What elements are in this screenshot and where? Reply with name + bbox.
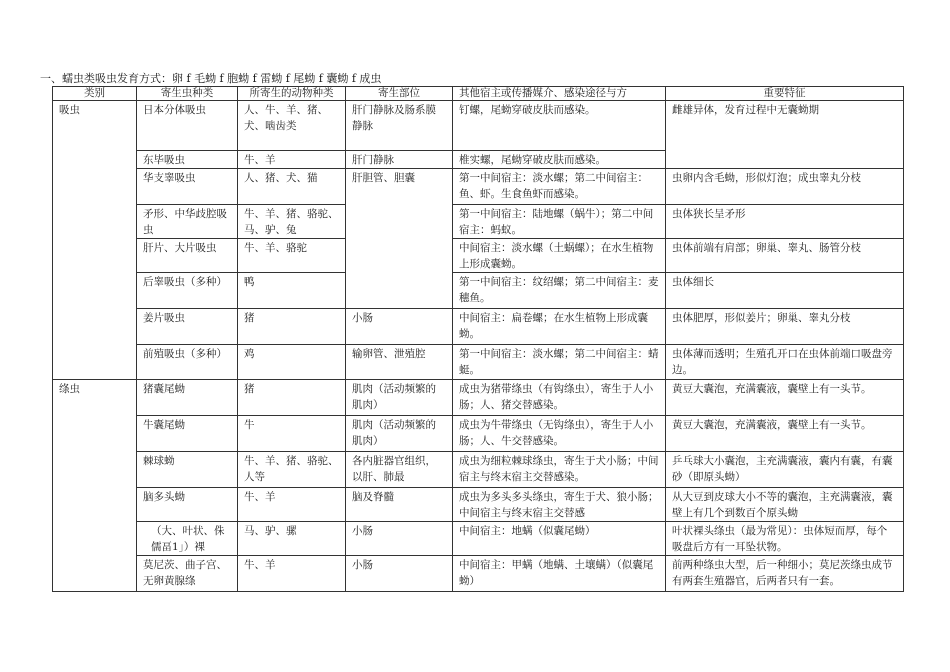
site-cell: 肝门静脉及肠系膜静脉 <box>346 101 453 151</box>
table-row <box>53 522 904 556</box>
site-cell: 肌肉（活动频繁的肌肉） <box>346 416 453 452</box>
feature-cell: 虫体细长 <box>666 273 904 309</box>
parasite-cell: 前殖吸虫（多种） <box>137 345 238 380</box>
header-category: 类别 <box>53 87 137 101</box>
feature-cell: 叶状裸头绦虫（最为常见）：虫体短而厚，每个吸盘后方有一耳坠状物。 <box>666 522 904 556</box>
host-cell: 猪 <box>238 309 346 345</box>
site-cell: 脑及脊髓 <box>346 488 453 522</box>
document-title: 一、蠕虫类吸虫发育方式：卵 f 毛蚴 f 胞蚴 f 雷蚴 f 尾蚴 f 囊蚴 f 成虫 <box>40 72 382 85</box>
media-cell: 第一中间宿主：淡水螺；第二中间宿主：蜻蜓。 <box>453 345 666 380</box>
host-cell: 马、驴、骡 <box>238 522 346 556</box>
site-cell: 小肠 <box>346 556 453 592</box>
media-cell: 成虫为猪带绦虫（有钩绦虫），寄生于人小肠；人、猪交替感染。 <box>453 380 666 416</box>
header-parasite: 寄生虫种类 <box>137 87 238 101</box>
feature-cell: 虫卵内含毛蚴，形似灯泡；成虫睾丸分枝 <box>666 169 904 205</box>
media-cell: 椎实螺，尾蚴穿破皮肤而感染。 <box>453 151 666 169</box>
parasite-cell: 日本分体吸虫 <box>137 101 238 151</box>
site-cell: 肌肉（活动频繁的肌肉） <box>346 380 453 416</box>
site-cell: 各内脏器官组织，以肝、肺最 <box>346 452 453 488</box>
site-cell: 肝门静脉 <box>346 151 453 169</box>
table-row <box>53 239 904 273</box>
parasite-cell: 牛囊尾蚴 <box>137 416 238 452</box>
table-row <box>53 416 904 452</box>
host-cell: 鸭 <box>238 273 346 309</box>
feature-cell: 从大豆到皮球大小不等的囊泡，主充满囊液，囊壁上有几个到数百个原头蚴 <box>666 488 904 522</box>
feature-cell: 虫体肥厚，形似姜片；卵巢、睾丸分枝 <box>666 309 904 345</box>
host-cell: 牛、羊、猪、骆驼、人等 <box>238 452 346 488</box>
header-row <box>53 87 904 101</box>
feature-cell: 前两种绦虫大型，后一种细小；莫尼茨绦虫成节有两套生殖器官，后两者只有一套。 <box>666 556 904 592</box>
media-cell: 成虫为细粒棘球绦虫，寄生于犬小肠；中间宿主与终末宿主交替感染。 <box>453 452 666 488</box>
parasite-cell: 华支睾吸虫 <box>137 169 238 205</box>
table-row <box>53 273 904 309</box>
media-cell: 钉螺，尾蚴穿破皮肤而感染。 <box>453 101 666 151</box>
host-cell: 鸡 <box>238 345 346 380</box>
host-cell: 牛、羊、骆驼 <box>238 239 346 273</box>
header-feature: 重要特征 <box>666 87 904 101</box>
table-row <box>53 488 904 522</box>
site-cell: 小肠 <box>346 522 453 556</box>
parasite-cell: 猪囊尾蚴 <box>137 380 238 416</box>
parasite-cell: 矛形、中华歧腔吸虫 <box>137 205 238 239</box>
feature-cell: 虫体前端有肩部；卵巢、睾丸、肠管分枝 <box>666 239 904 273</box>
host-cell: 猪 <box>238 380 346 416</box>
media-cell: 第一中间宿主：淡水螺；第二中间宿主：鱼、虾。生食鱼虾而感染。 <box>453 169 666 205</box>
host-cell: 牛、羊 <box>238 488 346 522</box>
table-row <box>53 380 904 416</box>
table-row <box>53 309 904 345</box>
table-row <box>53 556 904 592</box>
parasite-table <box>52 86 904 592</box>
host-cell: 牛、羊、猪、骆驼、马、驴、兔 <box>238 205 346 239</box>
host-cell: 牛、羊 <box>238 556 346 592</box>
site-cell: 肝胆管、胆囊 <box>346 169 453 309</box>
media-cell: 第一中间宿主：陆地螺（蜗牛）；第二中间宿主：蚂蚁。 <box>453 205 666 239</box>
site-cell: 输卵管、泄殖腔 <box>346 345 453 380</box>
parasite-cell: 莫尼茨、曲子宫、无卵黄腺绦 <box>137 556 238 592</box>
media-cell: 中间宿主：淡水螺（土蜗螺）；在水生植物上形成囊蚴。 <box>453 239 666 273</box>
media-cell: 中间宿主：地螨（似囊尾蚴） <box>453 522 666 556</box>
media-cell: 第一中间宿主：纹绍螺；第二中间宿主：麦穗鱼。 <box>453 273 666 309</box>
header-media: 其他宿主或传播媒介、感染途径与方 <box>453 87 666 101</box>
media-cell: 成虫为牛带绦虫（无钩绦虫），寄生于人小肠；人、牛交替感染。 <box>453 416 666 452</box>
site-cell: 小肠 <box>346 309 453 345</box>
parasite-cell: 棘球蚴 <box>137 452 238 488</box>
category-cell: 吸虫 <box>53 101 137 380</box>
parasite-cell: 肝片、大片吸虫 <box>137 239 238 273</box>
header-site: 寄生部位 <box>346 87 453 101</box>
feature-cell: 黄豆大囊泡，充满囊液，囊壁上有一头节。 <box>666 380 904 416</box>
feature-cell: 虫体薄而透明；生殖孔开口在虫体前端口吸盘旁边。 <box>666 345 904 380</box>
parasite-cell: 东毕吸虫 <box>137 151 238 169</box>
header-host: 所寄生的动物种类 <box>238 87 346 101</box>
media-cell: 成虫为多头多头绦虫，寄生于犬、狼小肠；中间宿主与终末宿主交替感 <box>453 488 666 522</box>
host-cell: 牛、羊 <box>238 151 346 169</box>
host-cell: 人、牛、羊、猪、犬、啮齿类 <box>238 101 346 151</box>
media-cell: 中间宿主：扁卷螺；在水生植物上形成囊蚴。 <box>453 309 666 345</box>
table-row <box>53 169 904 205</box>
feature-cell: 黄豆大囊泡，充满囊液，囊壁上有一头节。 <box>666 416 904 452</box>
table-row <box>53 205 904 239</box>
parasite-cell: 姜片吸虫 <box>137 309 238 345</box>
table-row <box>53 345 904 380</box>
media-cell: 中间宿主：甲螨（地螨、土壤螨）（似囊尾蚴） <box>453 556 666 592</box>
host-cell: 人、猪、犬、猫 <box>238 169 346 205</box>
table-row <box>53 101 904 151</box>
parasite-cell: 后睾吸虫（多种） <box>137 273 238 309</box>
parasite-cell: 脑多头蚴 <box>137 488 238 522</box>
table-row <box>53 452 904 488</box>
feature-cell: 雌雄异体，发育过程中无囊蚴期 <box>666 101 904 169</box>
category-cell: 绦虫 <box>53 380 137 592</box>
parasite-cell: （大、叶状、侏儒畐1」）裸 <box>137 522 238 556</box>
feature-cell: 虫体狭长呈矛形 <box>666 205 904 239</box>
feature-cell: 乒乓球大小囊泡，主充满囊液，囊内有囊，有囊砂（即原头蚴） <box>666 452 904 488</box>
host-cell: 牛 <box>238 416 346 452</box>
